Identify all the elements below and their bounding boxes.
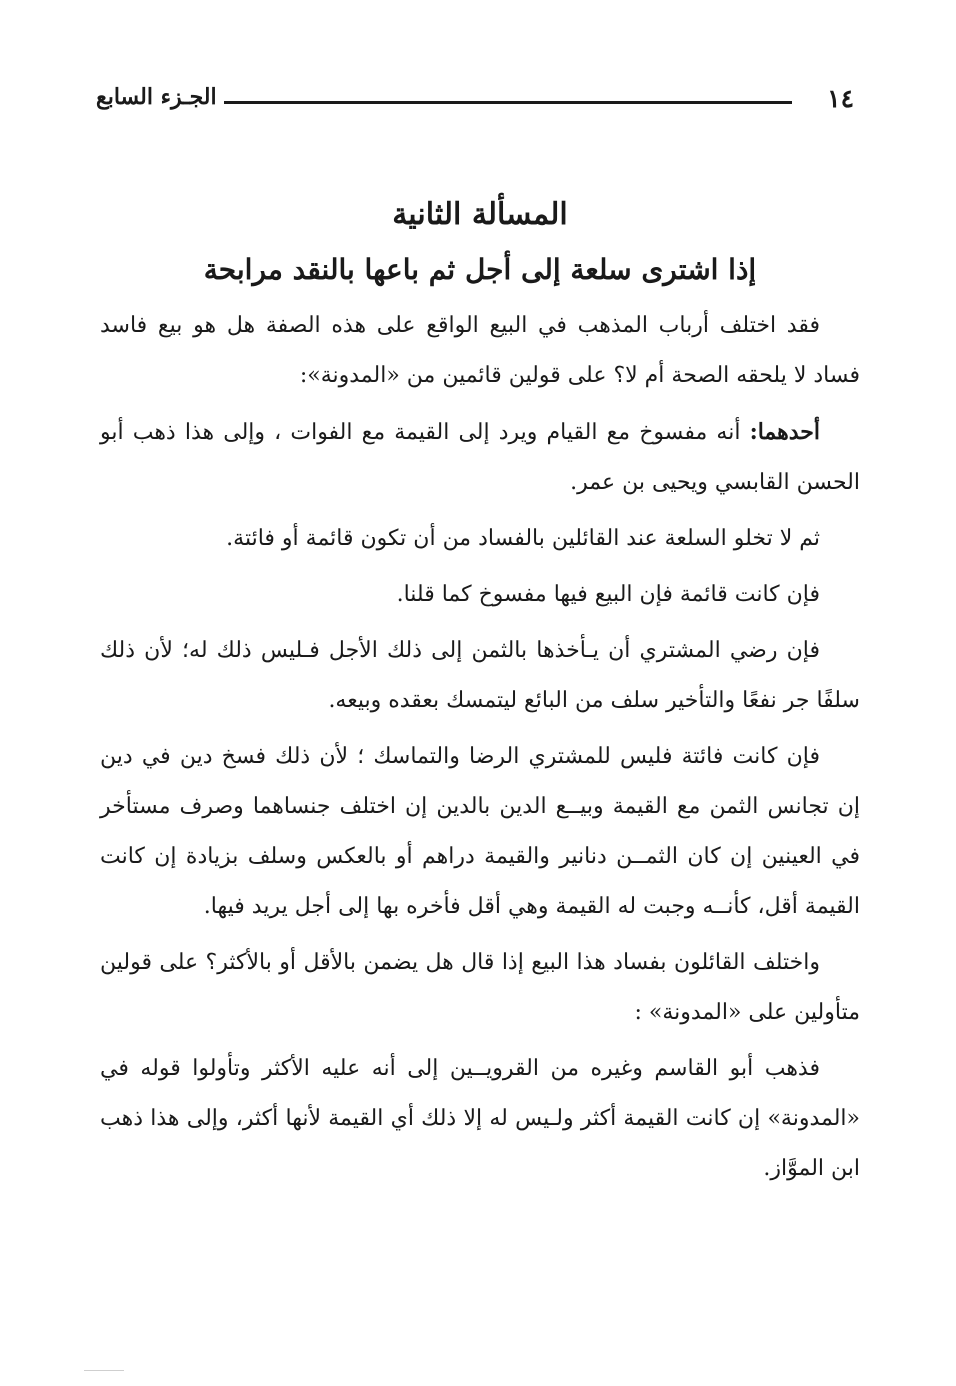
- paragraph: [100, 301, 860, 401]
- paragraph-text: فإن كانت قائمة فإن البيع فيها مفسوخ كما قلنا.: [396, 582, 820, 607]
- page-content: [100, 192, 860, 1200]
- paragraph: [100, 407, 860, 508]
- page-number: ١٤: [827, 84, 854, 113]
- paragraph-text: فإن كانت فائتة فليس للمشتري الرضا والتماسك ؛ لأن ذلك فسخ دين في دين إن تجانس الثمن مع القيمة وبيــع الدين بالدين إن اختلف جنساهما وصرف مستأخر في العينين إن كان الثمــن دنانير والقيمة دراهم أو بالعكس وسلف بزيادة إن كانت القيمة أقل، كأنــه وجبت له القيمة وهي أقل فأخره بها إلى أجل يريد فيها.: [100, 744, 860, 919]
- paragraph-lead: أحدهما:: [749, 419, 820, 445]
- paragraph: [100, 626, 860, 726]
- paragraph-text: فقد اختلف أرباب المذهب في البيع الواقع على هذه الصفة هل هو بيع فاسد فساد لا يلحقه الصحة أم لا؟ على قولين قائمين من «المدونة»:: [100, 313, 860, 388]
- paragraph-text: ثم لا تخلو السلعة عند القائلين بالفساد من أن تكون قائمة أو فائتة.: [226, 526, 820, 551]
- paragraph-text: أنه مفسوخ مع القيام ويرد إلى القيمة مع الفوات ، وإلى هذا ذهب أبو الحسن القابسي ويحيى بن عمر.: [100, 420, 860, 495]
- paragraph: [100, 1044, 860, 1194]
- running-header: [96, 84, 864, 124]
- paragraph: [100, 938, 860, 1038]
- scan-edge-mark: [84, 1370, 124, 1371]
- section-heading: المسألة الثانية: [392, 197, 568, 232]
- paragraph-text: فإن رضي المشتري أن يـأخذها بالثمن إلى ذلك الأجل فـليس ذلك له؛ لأن ذلك سلفًا جر نفعًا والتأخير سلف من البائع ليتمسك بعقده وبيعه.: [100, 638, 860, 713]
- paragraph: [100, 570, 860, 620]
- paragraph: [100, 514, 860, 564]
- paragraph-text: فذهب أبو القاسم وغيره من القرويــين إلى أنه عليه الأكثر وتأولوا قوله في «المدونة» إن كانت القيمة أكثر ولـيس له إلا ذلك أي القيمة لأنها أكثر، وإلى هذا ذهب ابن الموَّاز.: [100, 1056, 860, 1181]
- header-rule: [224, 101, 792, 104]
- section-subheading: إذا اشترى سلعة إلى أجل ثم باعها بالنقد مرابحة: [203, 253, 757, 286]
- paragraph-text: واختلف القائلون بفساد هذا البيع إذا قال هل يضمن بالأقل أو بالأكثر؟ على قولين متأولين على «المدونة» :: [100, 950, 860, 1025]
- paragraph: [100, 732, 860, 932]
- volume-title: الجـزء السابع: [96, 84, 217, 110]
